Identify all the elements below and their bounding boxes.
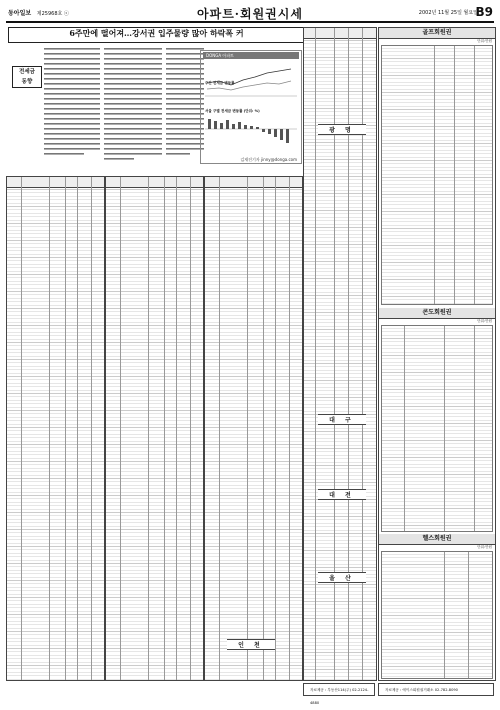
article-tag [12, 66, 42, 88]
section-incheon: 인 천 [227, 639, 275, 650]
membership-sidebar [378, 27, 496, 681]
price-table-col-2 [105, 176, 204, 681]
footer-credit-membership: 자료제공 : 에이스회원권거래소 02-782-8090 [378, 683, 494, 696]
golf-unit: 단위:만원 [477, 39, 492, 43]
bar-graph [205, 115, 297, 159]
health-table [381, 551, 493, 679]
article-text-col-1 [44, 46, 100, 164]
tag-line-2: 동향 [21, 79, 33, 85]
price-table-col-1 [6, 176, 105, 681]
condo-table [381, 325, 493, 532]
article-text-col-3 [166, 46, 204, 164]
health-unit: 단위:만원 [477, 545, 492, 549]
text-lines [44, 46, 100, 164]
section-daegu: 대 구 [318, 414, 366, 425]
article-headline: 6주만에 떨어져…강서권 입주물량 많아 하락폭 커 [8, 27, 305, 43]
article-byline: 김재진기자 jinny@donga.com [240, 157, 297, 162]
condo-title: 콘도회원권 [379, 308, 495, 319]
page-number: B9 [475, 5, 493, 19]
text-lines [166, 46, 204, 164]
footer-credit-apartment: 자료제공 : 부동산114(주) 02-2124-4880 [303, 683, 375, 696]
line-graph [205, 63, 297, 99]
condo-unit: 단위:만원 [477, 319, 492, 323]
graph-title: DONGA 아파트 [203, 52, 299, 59]
article-text-col-2 [104, 46, 162, 164]
price-table-col-4 [303, 27, 377, 681]
tag-line-1: 전세금 [19, 69, 35, 75]
issue-number: 제25968호 ⓢ [36, 11, 69, 17]
graph-subtitle: 주간 전세금 변동률 [205, 81, 235, 85]
price-table-col-3 [204, 176, 303, 681]
graph-box [200, 50, 302, 164]
header-rule [6, 21, 494, 23]
issue-date: 2002년 11월 25일 월요일 [418, 10, 478, 16]
health-title: 헬스회원권 [379, 534, 495, 545]
golf-table [381, 45, 493, 305]
bar-chart-title: 서울 구별 전세금 변동률 (단위: %) [205, 109, 260, 113]
section-daejeon: 대 전 [318, 489, 366, 500]
text-lines [104, 46, 162, 164]
section-title: 아파트·회원권시세 [197, 7, 303, 21]
paper-name: 동아일보 [8, 10, 32, 17]
golf-title: 골프회원권 [379, 28, 495, 39]
section-ulsan: 울 산 [318, 572, 366, 583]
section-gwangmyeong: 광 명 [318, 124, 366, 135]
